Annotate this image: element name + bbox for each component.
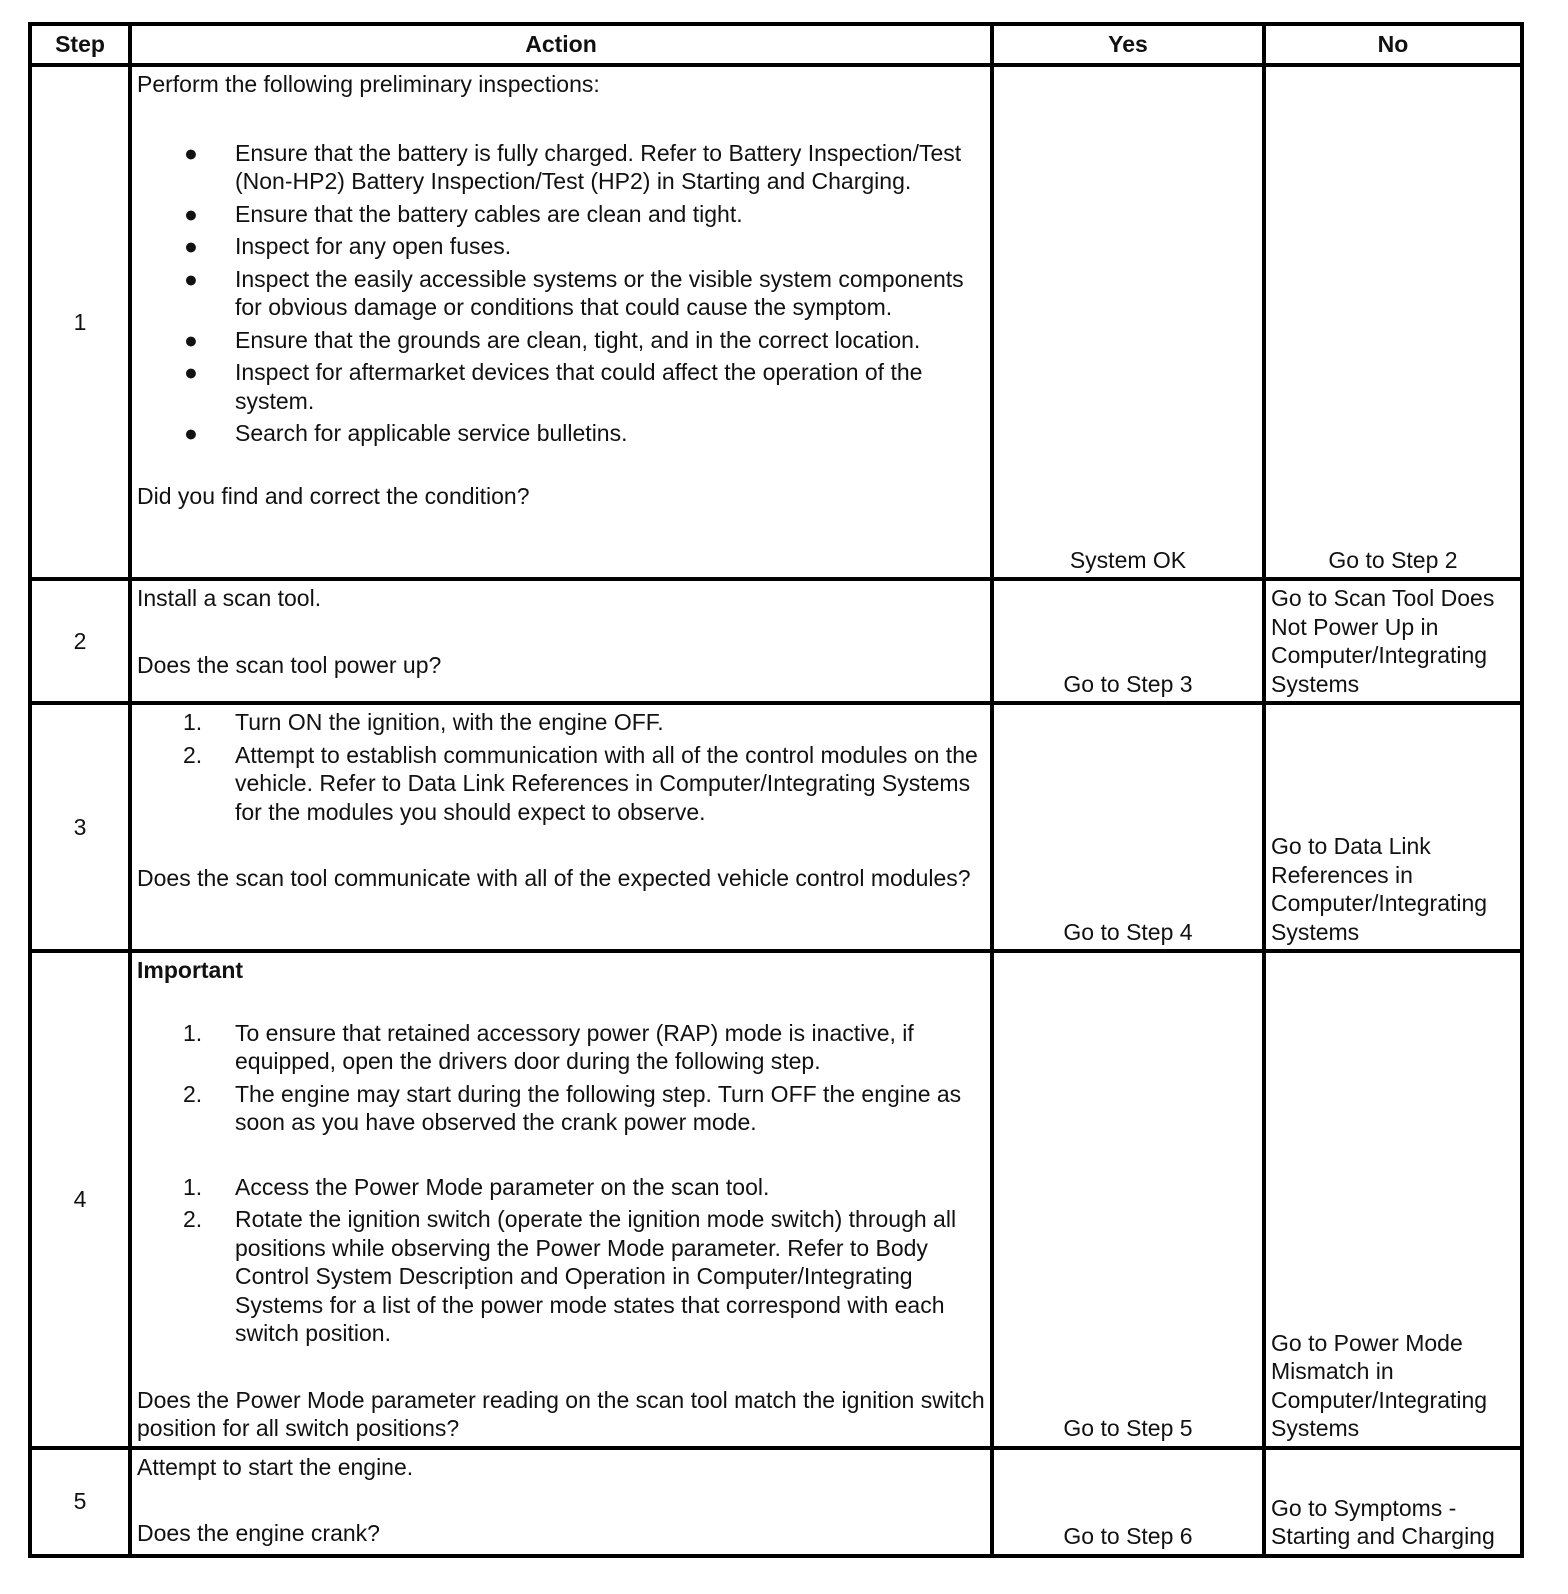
step-number: 3 [30,703,130,951]
action-cell [130,579,992,703]
numbered-list [137,1019,985,1137]
list-item: 1. Turn ON the ignition, with the engine OFF. [183,709,664,735]
list-item: ● Ensure that the grounds are clean, tight, and in the correct location. [184,326,921,353]
action-intro: Attempt to start the engine. [137,1453,414,1480]
list-item: ● Ensure that the battery is fully charged. Refer to Battery Inspection/Test (Non-HP2) Battery Inspection/Test (HP2) in Starting and Charging. [184,139,962,194]
list-item: ● Ensure that the battery cables are clean and tight. [184,200,743,227]
action-cell [130,703,992,951]
step-number: 5 [30,1448,130,1556]
bullet-icon: ● [184,139,198,166]
header-no: No [1264,24,1522,65]
bullet-icon: ● [184,359,198,385]
list-item: ● Inspect for aftermarket devices that could affect the operation of the system. [184,359,923,414]
no-outcome: Go to Scan Tool Does Not Power Up in Computer/Integrating Systems [1264,579,1522,703]
action-question: Does the scan tool communicate with all of the expected vehicle control modules? [137,865,971,891]
no-outcome: Go to Step 2 [1264,65,1522,579]
yes-outcome: Go to Step 3 [992,579,1264,703]
no-outcome: Go to Power Mode Mismatch in Computer/Integrating Systems [1264,951,1522,1448]
bullet-icon: ● [184,265,198,292]
list-item: 1. Access the Power Mode parameter on the scan tool. [183,1173,770,1200]
list-item: ● Inspect the easily accessible systems or the visible system components for obvious damage or conditions that could cause the symptom. [184,265,964,320]
no-outcome: Go to Symptoms - Starting and Charging [1264,1448,1522,1556]
yes-outcome: System OK [992,65,1264,579]
table-row [30,1448,1522,1556]
step-number: 4 [30,951,130,1448]
header-action: Action [130,24,992,65]
bullet-icon: ● [184,420,198,446]
list-item: 2. The engine may start during the following step. Turn OFF the engine as soon as you have observed the crank power mode. [183,1080,962,1135]
header-row [30,24,1522,65]
step-number: 2 [30,579,130,703]
step-number: 1 [30,65,130,579]
header-step: Step [30,24,130,65]
list-item: 2. Attempt to establish communication with all of the control modules on the vehicle. Refer to Data Link References in Computer/Integrating Systems for the modules you should expect to observe. [183,741,978,825]
diagnostic-table [28,22,1524,1558]
table-row [30,65,1522,579]
bullet-icon: ● [184,233,198,259]
action-question: Does the scan tool power up? [137,651,442,678]
important-label: Important [137,957,244,983]
yes-outcome: Go to Step 4 [992,703,1264,951]
yes-outcome: Go to Step 5 [992,951,1264,1448]
action-cell [130,951,992,1448]
numbered-list [137,708,985,826]
list-item: 2. Rotate the ignition switch (operate the ignition mode switch) through all positions while observing the Power Mode parameter. Refer to Body Control System Description and Operation in Computer/Integrating Systems for a list of the power mode states that correspond with each switch position. [183,1206,957,1346]
bullet-icon: ● [184,200,198,227]
table-row [30,703,1522,951]
list-item: 1. To ensure that retained accessory power (RAP) mode is inactive, if equipped, open the drivers door during the following step. [183,1019,914,1074]
table-row [30,951,1522,1448]
no-outcome: Go to Data Link References in Computer/Integrating Systems [1264,703,1522,951]
action-question: Does the Power Mode parameter reading on the scan tool match the ignition switch position for all switch positions? [137,1386,985,1441]
action-cell [130,65,992,579]
action-question: Does the engine crank? [137,1520,380,1546]
action-intro: Perform the following preliminary inspections: [137,71,600,97]
bullet-list [137,139,985,448]
bullet-icon: ● [184,326,198,353]
action-cell [130,1448,992,1556]
action-intro: Install a scan tool. [137,585,322,611]
action-question: Did you find and correct the condition? [137,482,530,509]
list-item: ● Search for applicable service bulletins. [184,420,628,446]
header-yes: Yes [992,24,1264,65]
table-row [30,579,1522,703]
numbered-list [137,1173,985,1348]
yes-outcome: Go to Step 6 [992,1448,1264,1556]
list-item: ● Inspect for any open fuses. [184,233,512,259]
